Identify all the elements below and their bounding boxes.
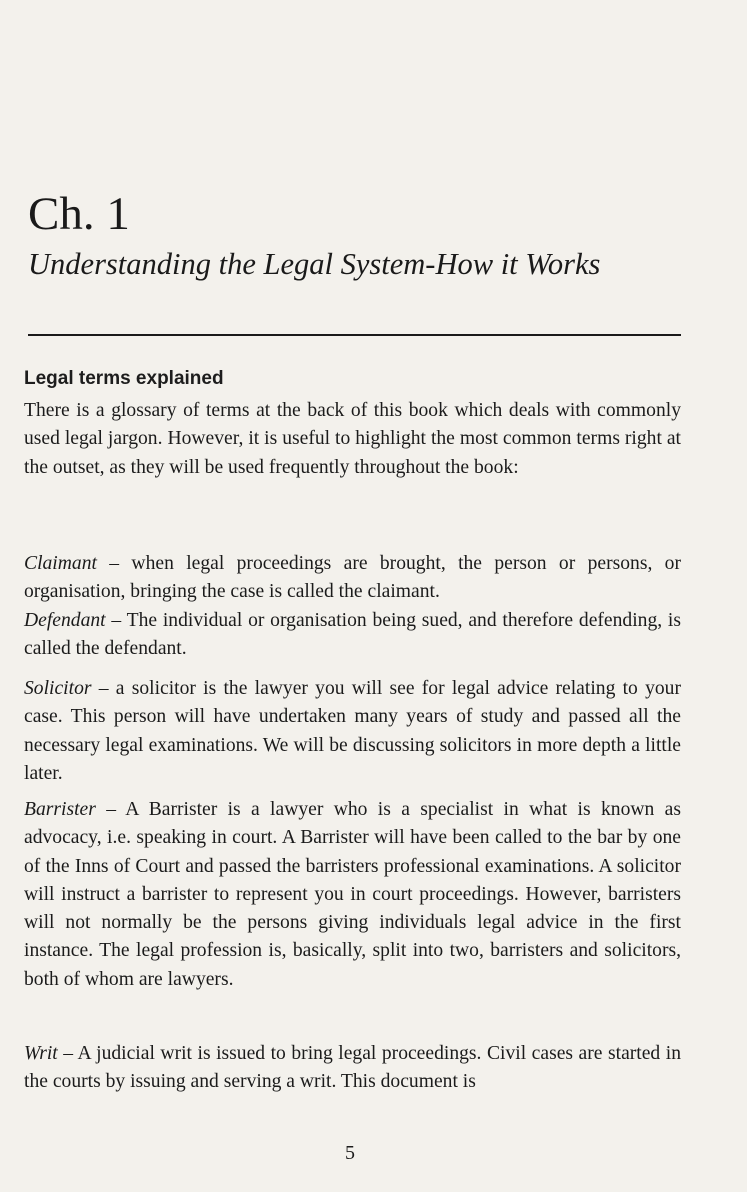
- chapter-title: Understanding the Legal System-How it Works: [28, 247, 601, 281]
- term-definition: – The individual or organisation being sued, and therefore defending, is called the defendant.: [24, 610, 681, 660]
- term-label: Solicitor: [24, 678, 92, 699]
- title-divider: [28, 334, 681, 336]
- term-writ: [24, 1040, 681, 1097]
- term-definition: – A Barrister is a lawyer who is a specialist in what is known as advocacy, i.e. speaking in court. A Barrister will have been called to the bar by one of the Inns of Court and passed the barristers professional examinations. A solicitor will instruct a barrister to represent you in court proceedings. However, barristers will not normally be the persons giving individuals legal advice in the first instance. The legal profession is, basically, split into two, barristers and solicitors, both of whom are lawyers.: [24, 799, 681, 990]
- term-claimant: [24, 550, 681, 607]
- term-label: Defendant: [24, 610, 106, 631]
- term-definition: – when legal proceedings are brought, the person or persons, or organisation, bringing the case is called the claimant.: [24, 553, 681, 603]
- term-definition: – A judicial writ is issued to bring legal proceedings. Civil cases are started in the courts by issuing and serving a writ. This document is: [24, 1043, 681, 1093]
- section-heading: Legal terms explained: [24, 368, 224, 389]
- term-barrister: [24, 796, 681, 994]
- chapter-number: Ch. 1: [28, 188, 130, 240]
- term-solicitor: [24, 675, 681, 788]
- term-label: Claimant: [24, 553, 97, 574]
- term-label: Barrister: [24, 799, 96, 820]
- page-number: 5: [345, 1142, 355, 1164]
- term-definition: – a solicitor is the lawyer you will see for legal advice relating to your case. This person will have undertaken many years of study and passed all the necessary legal examinations. We will be discussing solicitors in more depth a little later.: [24, 678, 681, 784]
- intro-paragraph: There is a glossary of terms at the back of this book which deals with commonly used legal jargon. However, it is useful to highlight the most common terms right at the outset, as they will be used frequently throughout the book:: [24, 400, 681, 478]
- show-through-text: [60, 30, 700, 58]
- term-defendant: [24, 607, 681, 664]
- term-label: Writ: [24, 1043, 58, 1064]
